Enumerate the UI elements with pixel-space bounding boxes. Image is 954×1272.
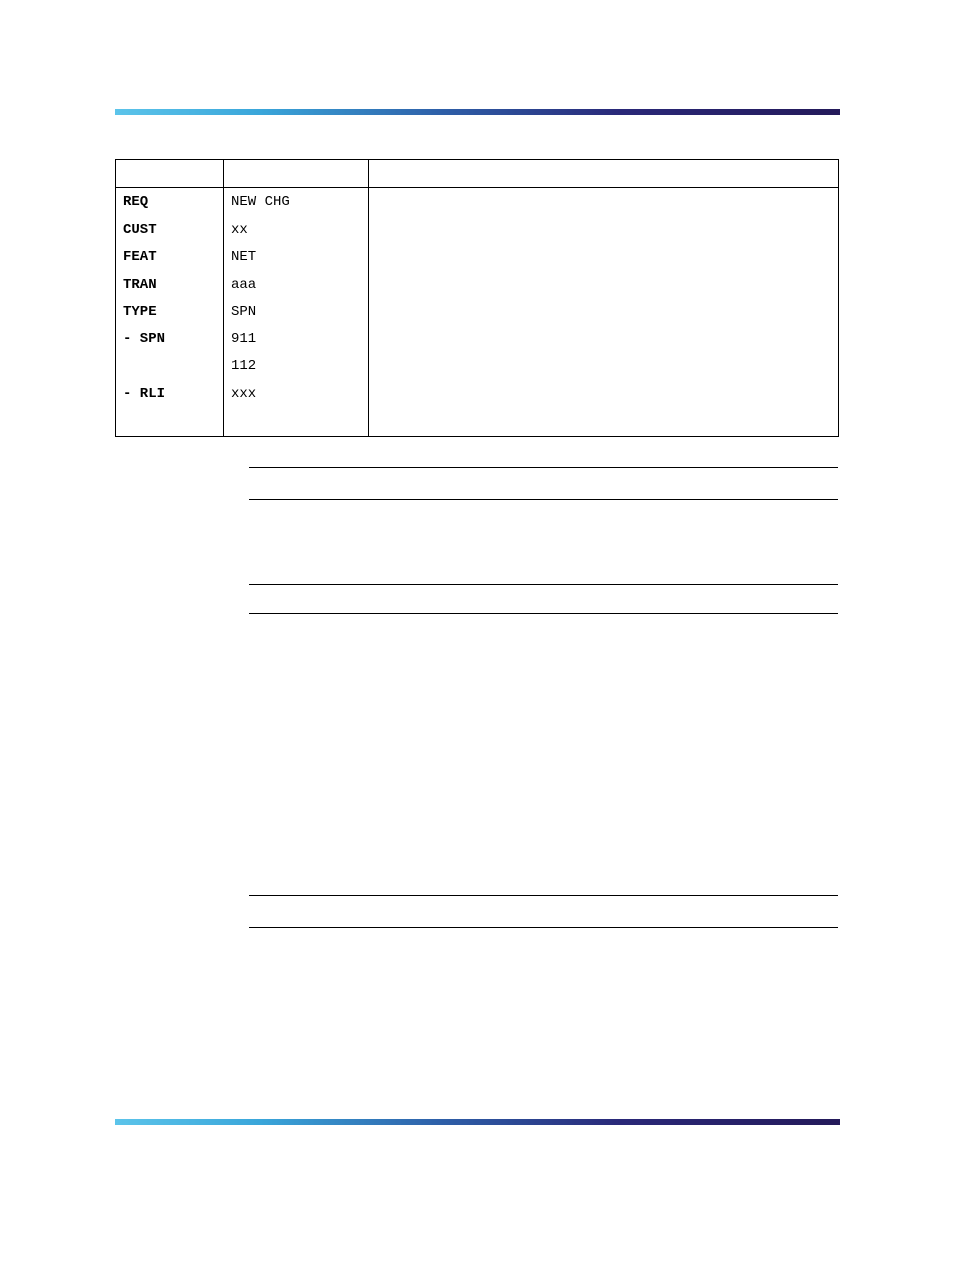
table-row-prompt: CUST xyxy=(123,222,157,238)
table-row-prompt: FEAT xyxy=(123,249,157,265)
table-row-response: aaa xyxy=(231,277,257,293)
column-divider xyxy=(368,160,369,436)
horizontal-rule xyxy=(249,499,838,500)
horizontal-rule xyxy=(249,613,838,614)
header-decorative-bar xyxy=(115,109,840,115)
footer-decorative-bar xyxy=(115,1119,840,1125)
table-row-response: xx xyxy=(231,222,248,238)
prompt-response-table xyxy=(115,159,839,437)
table-row-prompt: TYPE xyxy=(123,304,157,320)
table-row-prompt: REQ xyxy=(123,194,149,210)
table-row-response: 112 xyxy=(231,358,257,374)
table-row-prompt: - SPN xyxy=(123,331,166,347)
table-row-prompt: - RLI xyxy=(123,386,166,402)
horizontal-rule xyxy=(249,467,838,468)
table-row-response: NET xyxy=(231,249,257,265)
column-divider xyxy=(223,160,224,436)
table-row-prompt: TRAN xyxy=(123,277,157,293)
table-header-separator xyxy=(116,187,838,188)
table-row-response: 911 xyxy=(231,331,257,347)
table-row-response: NEW CHG xyxy=(231,194,290,210)
table-row-response: SPN xyxy=(231,304,257,320)
horizontal-rule xyxy=(249,584,838,585)
table-row-response: xxx xyxy=(231,386,257,402)
horizontal-rule xyxy=(249,927,838,928)
horizontal-rule xyxy=(249,895,838,896)
